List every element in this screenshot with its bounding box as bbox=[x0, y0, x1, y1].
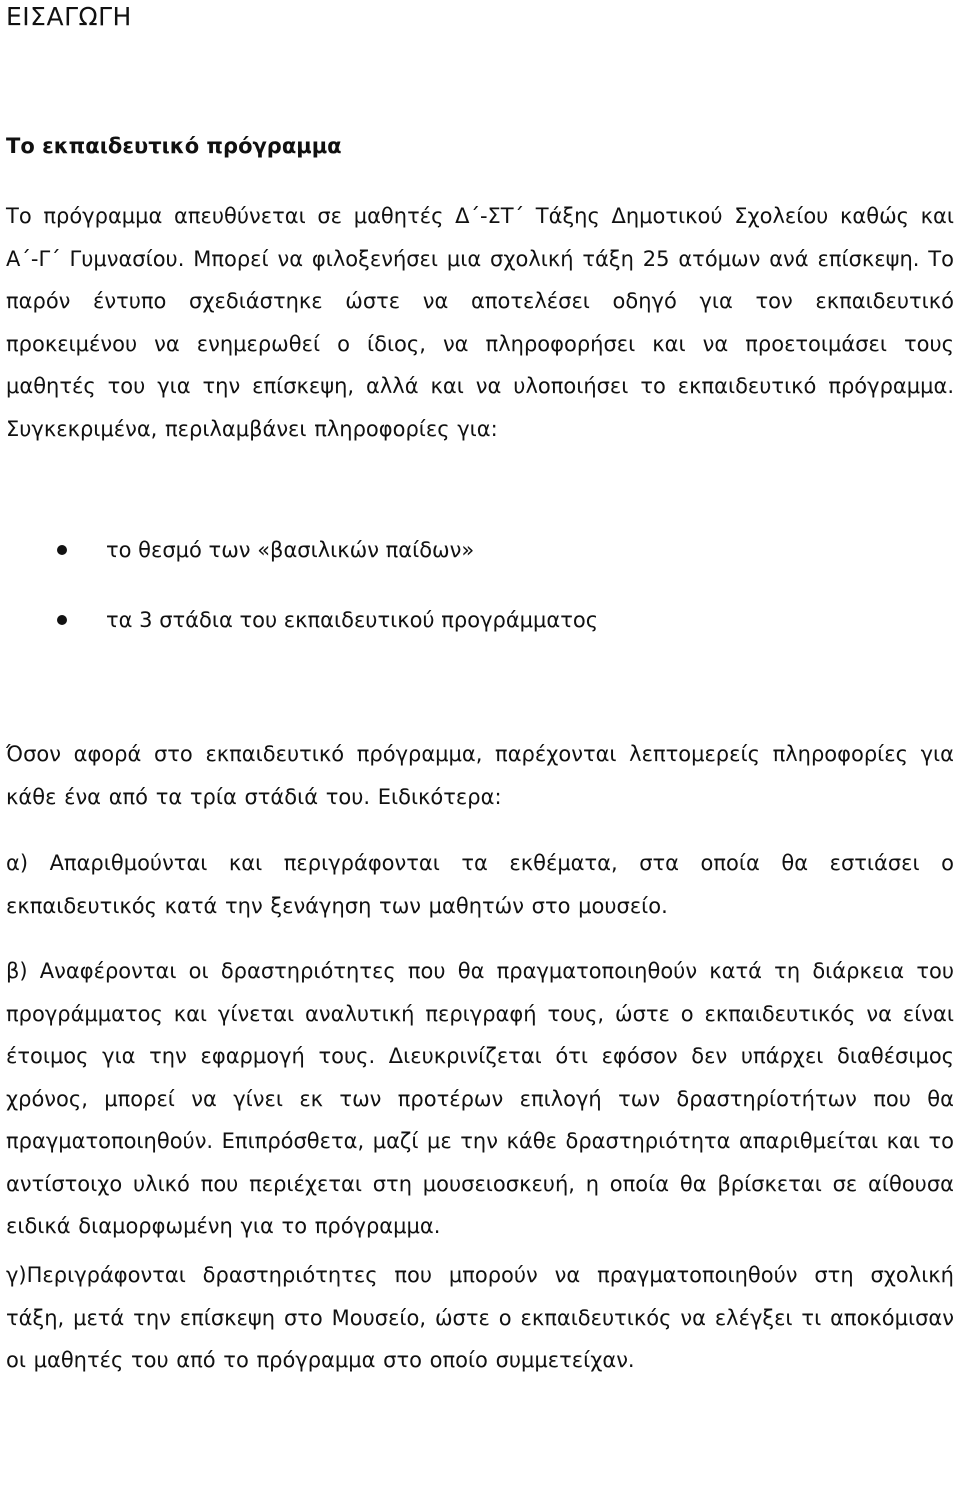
bullet-text: τα 3 στάδια του εκπαιδευτικού προγράμματος bbox=[106, 608, 599, 632]
page-heading: ΕΙΣΑΓΩΓΗ bbox=[6, 2, 132, 31]
item-a-paragraph: α) Απαριθμούνται και περιγράφονται τα εκθέματα, στα οποία θα εστιάσει ο εκπαιδευτικός κατά την ξενάγηση των μαθητών στο μουσείο. bbox=[6, 851, 954, 918]
bullet-icon bbox=[57, 615, 67, 625]
bullet-icon bbox=[57, 545, 67, 555]
bullet-list bbox=[0, 528, 948, 668]
item-c-paragraph: γ)Περιγράφονται δραστηριότητες που μπορούν να πραγματοποιηθούν στη σχολική τάξη, μετά την επίσκεψη στο Μουσείο, ώστε ο εκπαιδευτικός να ελέγξει τι αποκόμισαν οι μαθητές του από το πρόγραμμα στο οποίο συμμετείχαν. bbox=[6, 1263, 954, 1372]
section-title: Το εκπαιδευτικό πρόγραμμα bbox=[6, 134, 342, 158]
intro-paragraph: Το πρόγραμμα απευθύνεται σε μαθητές Δ΄-ΣΤ΄ Τάξης Δημοτικού Σχολείου καθώς και Α΄-Γ΄ Γυμνασίου. Μπορεί να φιλοξενήσει μια σχολική τάξη 25 ατόμων ανά επίσκεψη. Το παρόν έντυπο σχεδιάστηκε ώστε να αποτελέσει οδηγό για τον εκπαιδευτικό προκειμένου να ενημερωθεί ο ίδιος, να πληροφορήσει και να προετοιμάσει τους μαθητές του για την επίσκεψη, αλλά και να υλοποιήσει το εκπαιδευτικό πρόγραμμα. Συγκεκριμένα, περιλαμβάνει πληροφορίες για: bbox=[6, 204, 954, 441]
details-paragraph: Όσον αφορά στο εκπαιδευτικό πρόγραμμα, παρέχονται λεπτομερείς πληροφορίες για κάθε ένα από τα τρία στάδιά του. Ειδικότερα: bbox=[6, 742, 954, 809]
bullet-item bbox=[0, 598, 948, 668]
bullet-text: το θεσμό των «βασιλικών παίδων» bbox=[106, 538, 475, 562]
item-b-paragraph: β) Αναφέρονται οι δραστηριότητες που θα πραγματοποιηθούν κατά τη διάρκεια του προγράμματος και γίνεται αναλυτική περιγραφή τους, ώστε ο εκπαιδευτικός να είναι έτοιμος για την εφαρμογή τους. Διευκρινίζεται ότι εφόσον δεν υπάρχει διαθέσιμος χρόνος, μπορεί να γίνει εκ των προτέρων επιλογή των δραστηρίοτήτων που θα πραγματοποιηθούν. Επιπρόσθετα, μαζί με την κάθε δραστηριότητα απαριθμείται και το αντίστοιχο υλικό που περιέχεται στη μουσειοσκευή, η οποία θα βρίσκεται σε αίθουσα ειδικά διαμορφωμένη για το πρόγραμμα. bbox=[6, 959, 954, 1238]
bullet-item bbox=[0, 528, 948, 598]
